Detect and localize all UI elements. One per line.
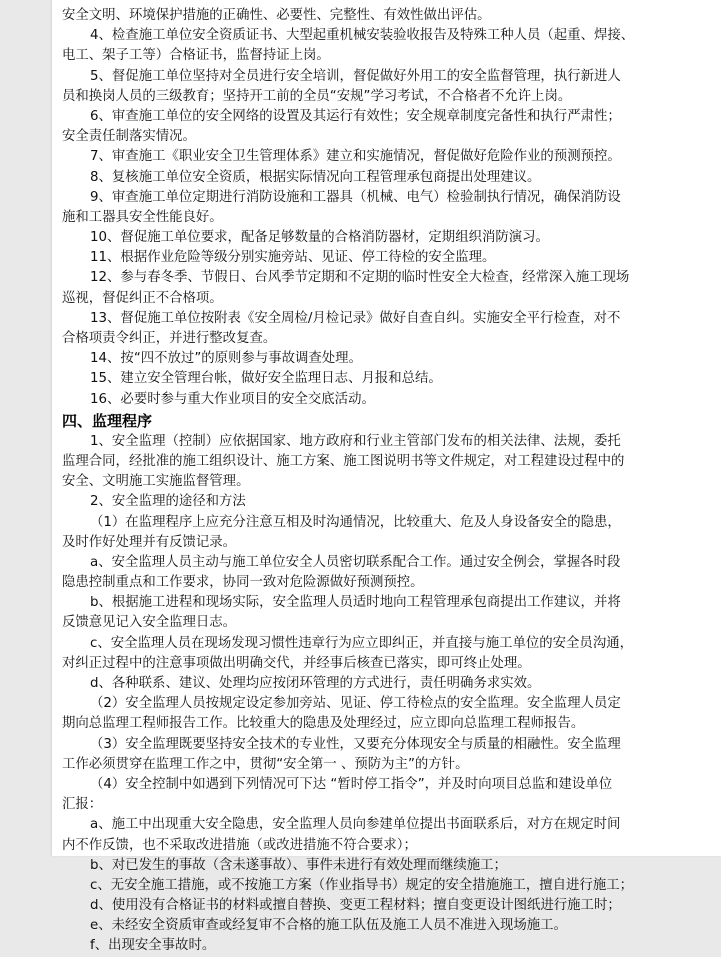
text-line: 安全文明、环境保护措施的正确性、必要性、完整性、有效性做出评估。 (62, 8, 491, 23)
text-line: 7、审查施工《职业安全卫生管理体系》建立和实施情况，督促做好危险作业的预测预控。 (90, 149, 621, 165)
text-line: 期向总监理工程师报告工作。比较重大的隐患及处理经过，应立即向总监理工程师报告。 (62, 716, 585, 732)
document-page (52, 0, 721, 954)
text-line: 安全责任制落实情况。 (62, 129, 196, 145)
text-line: 6、审查施工单位的安全网络的设置及其运行有效性；安全规章制度完备性和执行严肃性； (90, 108, 621, 124)
text-line: 施和工器具安全性能良好。 (62, 209, 223, 225)
text-line: 14、按“四不放过”的原则参与事故调查处理。 (90, 351, 362, 367)
text-line: c、安全监理人员在现场发现习惯性违章行为应立即纠正，并直接与施工单位的安全员沟通， (90, 635, 633, 651)
text-line: 汇报： (62, 797, 103, 813)
text-line: 11、根据作业危险等级分别实施旁站、见证、停工待检的安全监理。 (90, 250, 496, 266)
text-line: 工作必须贯穿在监理工作之中，贯彻“安全第一 、预防为主”的方针。 (62, 756, 469, 772)
text-line: 员和换岗人员的三级教育；坚持开工前的全员“安规”学习考试，不合格者不允许上岗。 (62, 88, 572, 104)
text-line: （2）安全监理人员按规定设定参加旁站、见证、停工待检点的安全监理。安全监理人员定 (90, 696, 621, 712)
text-line: 9、审查施工单位定期进行消防设施和工器具（机械、电气）检验制执行情况，确保消防设 (90, 189, 621, 205)
text-line: d、使用没有合格证书的材料或擅自替换、变更工程材料；擅自变更设计图纸进行施工时； (90, 898, 621, 914)
text-line: b、对已发生的事故（含未遂事故）、事件未进行有效处理而继续施工； (90, 857, 507, 873)
section-four-items (62, 432, 713, 957)
text-line: 合格项责令纠正，并进行整改复查。 (62, 331, 277, 346)
text-line: b、根据施工进程和现场实际，安全监理人员适时地向工程管理承包商提出工作建议，并将 (90, 595, 621, 611)
text-line: （4）安全控制中如遇到下列情况可下达 “暂时停工指令”，并及时向项目总监和建设单位 (90, 776, 613, 792)
text-line: c、无安全施工措施，或不按施工方案（作业指导书）规定的安全措施施工，擅自进行施工； (90, 877, 633, 893)
text-line: 反馈意见记入安全监理日志。 (62, 615, 237, 631)
text-line: 安全、文明施工实施监督管理。 (62, 474, 250, 490)
text-line: 1、安全监理（控制）应依据国家、地方政府和行业主管部门发布的相关法律、法规，委托 (90, 433, 621, 449)
text-line: 及时作好处理并有反馈记录。 (62, 534, 237, 550)
text-line: 2、安全监理的途径和方法 (90, 494, 246, 510)
text-line: d、各种联系、建议、处理均应按闭环管理的方式进行，责任明确务求实效。 (90, 676, 541, 691)
text-line: 13、督促施工单位按附表《安全周检/月检记录》做好自查自纠。实施安全平行检查，对不 (90, 310, 621, 326)
text-line: 8、复核施工单位安全资质，根据实际情况向工程管理承包商提出处理建议。 (90, 169, 541, 185)
text-line: （3）安全监理既要坚持安全技术的专业性，又要充分体现安全与质量的相融性。安全监理 (90, 736, 621, 752)
text-line: e、未经安全资质审查或经复审不合格的施工队伍及施工人员不准进入现场施工。 (90, 918, 567, 934)
text-line: 内不作反馈，也不采取改进措施（或改进措施不符合要求）； (62, 837, 417, 853)
text-line: 12、参与春冬季、节假日、台风季节定期和不定期的临时性安全大检查，经常深入施工现场 (90, 270, 630, 286)
text-line: a、施工中出现重大安全隐患，安全监理人员向参建单位提出书面联系后，对方在规定时间 (90, 817, 621, 833)
text-line: f、出现安全事故时。 (90, 938, 216, 954)
text-line: 4、检查施工单位安全资质证书、大型起重机械安装验收报告及特殊工种人员（起重、焊接、 (90, 28, 635, 44)
text-line: 巡视，督促纠正不合格项。 (62, 290, 223, 306)
text-line: （1）在监理程序上应充分注意互相及时沟通情况，比较重大、危及人身设备安全的隐患， (90, 514, 621, 530)
section-three-items (62, 6, 713, 410)
text-line: 16、必要时参与重大作业项目的安全交底活动。 (90, 391, 375, 407)
text-line: 对纠正过程中的注意事项做出明确交代，并经事后核查已落实，即可终止处理。 (62, 655, 531, 671)
text-line: 15、建立安全管理台帐，做好安全监理日志、月报和总结。 (90, 371, 442, 387)
text-line: 监理合同，经批准的施工组织设计、施工方案、施工图说明书等文件规定，对工程建设过程中的 (62, 453, 625, 469)
document-body (62, 6, 713, 957)
text-line: a、安全监理人员主动与施工单位安全人员密切联系配合工作。通过安全例会，掌握各时段 (90, 554, 621, 570)
text-line: 5、督促施工单位坚持对全员进行安全培训，督促做好外用工的安全监督管理，执行新进人 (90, 68, 621, 84)
text-line: 电工、架子工等）合格证书，监督持证上岗。 (62, 48, 330, 64)
section-heading: 四、监理程序 (62, 411, 153, 430)
text-line: 10、督促施工单位要求，配备足够数量的合格消防器材，定期组织消防演习。 (90, 230, 549, 246)
text-line: 隐患控制重点和工作要求，协同一致对危险源做好预测预控。 (62, 575, 424, 591)
